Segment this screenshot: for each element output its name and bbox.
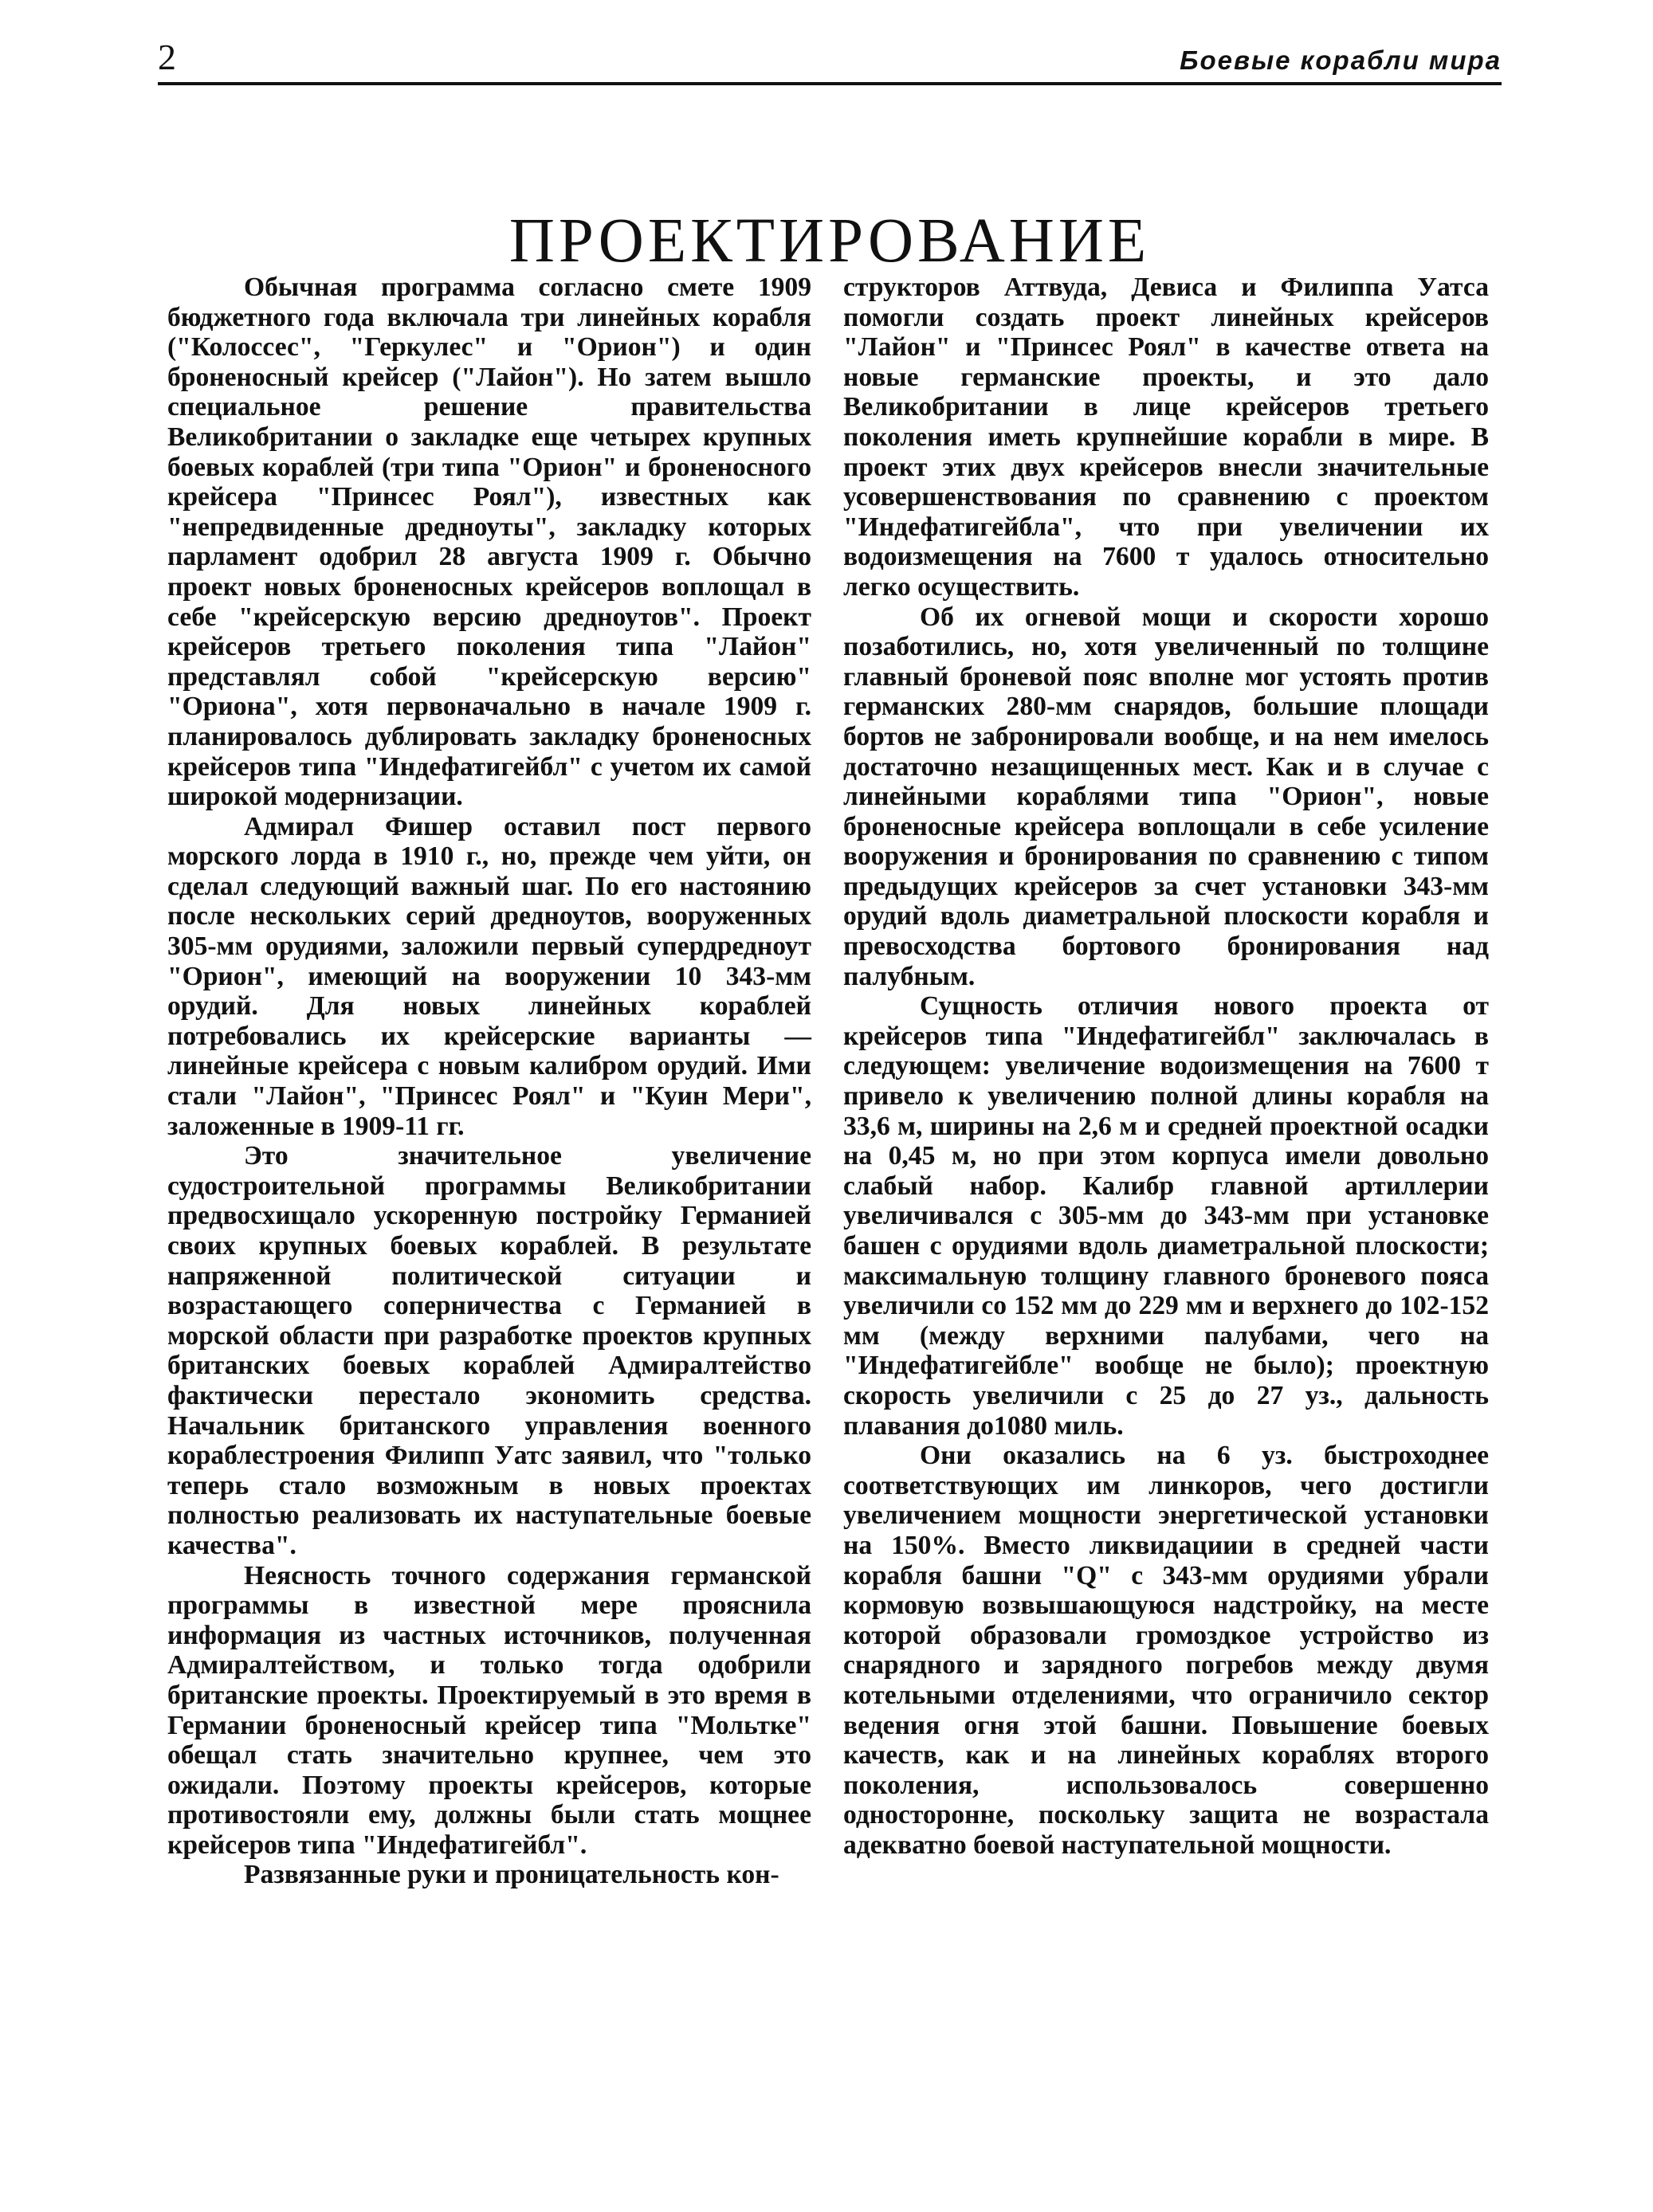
paragraph: Неясность точного содержания германской программы в известной мере прояснила информация из частных источников, полученная Адмиралтейством, и только тогда одобрили британские проекты. Проектируемый в это время в Германии броненосный крейсер типа "Мольтке" обещал стать значительно крупнее, чем это ожидали. Поэтому проекты крейсеров, которые противостояли ему, должны были стать мощнее крейсеров типа "Индефатигейбл". bbox=[167, 1560, 811, 1860]
paragraph: Это значительное увеличение судостроительной программы Великобритании предвосхищало ускоренную постройку Германией своих крупных боевых кораблей. В результате напряженной политической ситуации и возрастающего соперничества с Германией в морской области при разработке проектов крупных британских боевых кораблей Адмиралтейство фактически перестало экономить средства. Начальник британского управления военного кораблестроения Филипп Уатс заявил, что "только теперь стало возможным в новых проектах полностью реализовать их наступательные боевые качества". bbox=[167, 1141, 811, 1560]
page-number: 2 bbox=[158, 37, 176, 77]
paragraph: Они оказались на 6 уз. быстроходнее соответствующих им линкоров, чего достигли увеличением мощности энергетической установки на 150%. Вместо ликвидациии в средней части корабля башни "Q" с 343-мм орудиями убрали кормовую возвышающуюся надстройку, на месте которой образовали громоздкое устройство из снарядного и зарядного погребов между двумя котельными отделениями, что ограничило сектор ведения огня этой башни. Повышение боевых качеств, как и на линейных кораблях второго поколения, использовалось совершенно односторонне, поскольку защита не возрастала адекватно боевой наступательной мощности. bbox=[843, 1441, 1489, 1860]
paragraph: Об их огневой мощи и скорости хорошо позаботились, но, хотя увеличенный по толщине главный броневой пояс вполне мог устоять против германских 280-мм снарядов, большие площади бортов не забронировали вообще, и на нем имелось достаточно незащищенных мест. Как и в случае с линейными кораблями типа "Орион", новые броненосные крейсера воплощали в себе усиление вооружения и бронирования по сравнению с типом предыдущих крейсеров за счет установки 343-мм орудий вдоль диаметральной плоскости корабля и превосходства бортового бронирования над палубным. bbox=[843, 602, 1489, 991]
header-divider bbox=[158, 82, 1502, 85]
paragraph: Обычная программа согласно смете 1909 бюджетного года включала три линейных корабля ("Колоссес", "Геркулес" и "Орион") и один броненосный крейсер ("Лайон"). Но затем вышло специальное решение правительства Великобритании о закладке еще четырех крупных боевых кораблей (три типа "Орион" и броненосного крейсера "Принсес Роял"), известных как "непредвиденные дредноуты", закладку которых парламент одобрил 28 августа 1909 г. Обычно проект новых броненосных крейсеров воплощал в себе "крейсерскую версию дредноутов". Проект крейсеров третьего поколения типа "Лайон" представлял собой "крейсерскую версию" "Ориона", хотя первоначально в начале 1909 г. планировалось дублировать закладку броненосных крейсеров типа "Индефатигейбл" с учетом их самой широкой модернизации. bbox=[167, 273, 811, 812]
article-title: ПРОЕКТИРОВАНИЕ bbox=[508, 206, 1151, 276]
running-title: Боевые корабли мира bbox=[1180, 45, 1502, 75]
left-column bbox=[167, 273, 811, 1890]
paragraph: Развязанные руки и проницательность кон- bbox=[244, 1860, 779, 1890]
paragraph: Сущность отличия нового проекта от крейсеров типа "Индефатигейбл" заключалась в следующем: увеличение водоизмещения на 7600 т привело к увеличению полной длины корабля на 33,6 м, ширины на 2,6 м и средней проектной осадки на 0,45 м, но при этом корпуса имели довольно слабый набор. Калибр главной артиллерии увеличивался с 305-мм до 343-мм при установке башен с орудиями вдоль диаметральной плоскости; максимальную толщину главного броневого пояса увеличили со 152 мм до 229 мм и верхнего до 102-152 мм (между верхними палубами, чего на "Индефатигейбле" вообще не было); проектную скорость увеличили с 25 до 27 уз., дальность плавания до1080 миль. bbox=[843, 991, 1489, 1441]
paragraph-continued: структоров Аттвуда, Девиса и Филиппа Уатса помогли создать проект линейных крейсеров "Лайон" и "Принсес Роял" в качестве ответа на новые германские проекты, и это дало Великобритании в лице крейсеров третьего поколения иметь крупнейшие корабли в мире. В проект этих двух крейсеров внесли значительные усовершенствования по сравнению с проектом "Индефатигейбла", что при увеличении их водоизмещения на 7600 т удалось относительно легко осуществить. bbox=[843, 273, 1489, 602]
paragraph: Адмирал Фишер оставил пост первого морского лорда в 1910 г., но, прежде чем уйти, он сделал следующий важный шаг. По его настоянию после нескольких серий дредноутов, вооруженных 305-мм орудиями, заложили первый супердредноут "Орион", имеющий на вооружении 10 343-мм орудий. Для новых линейных кораблей потребовались их крейсерские варианты — линейные крейсера с новым калибром орудий. Ими стали "Лайон", "Принсес Роял" и "Куин Мери", заложенные в 1909-11 гг. bbox=[167, 811, 811, 1141]
right-column bbox=[843, 273, 1489, 1860]
